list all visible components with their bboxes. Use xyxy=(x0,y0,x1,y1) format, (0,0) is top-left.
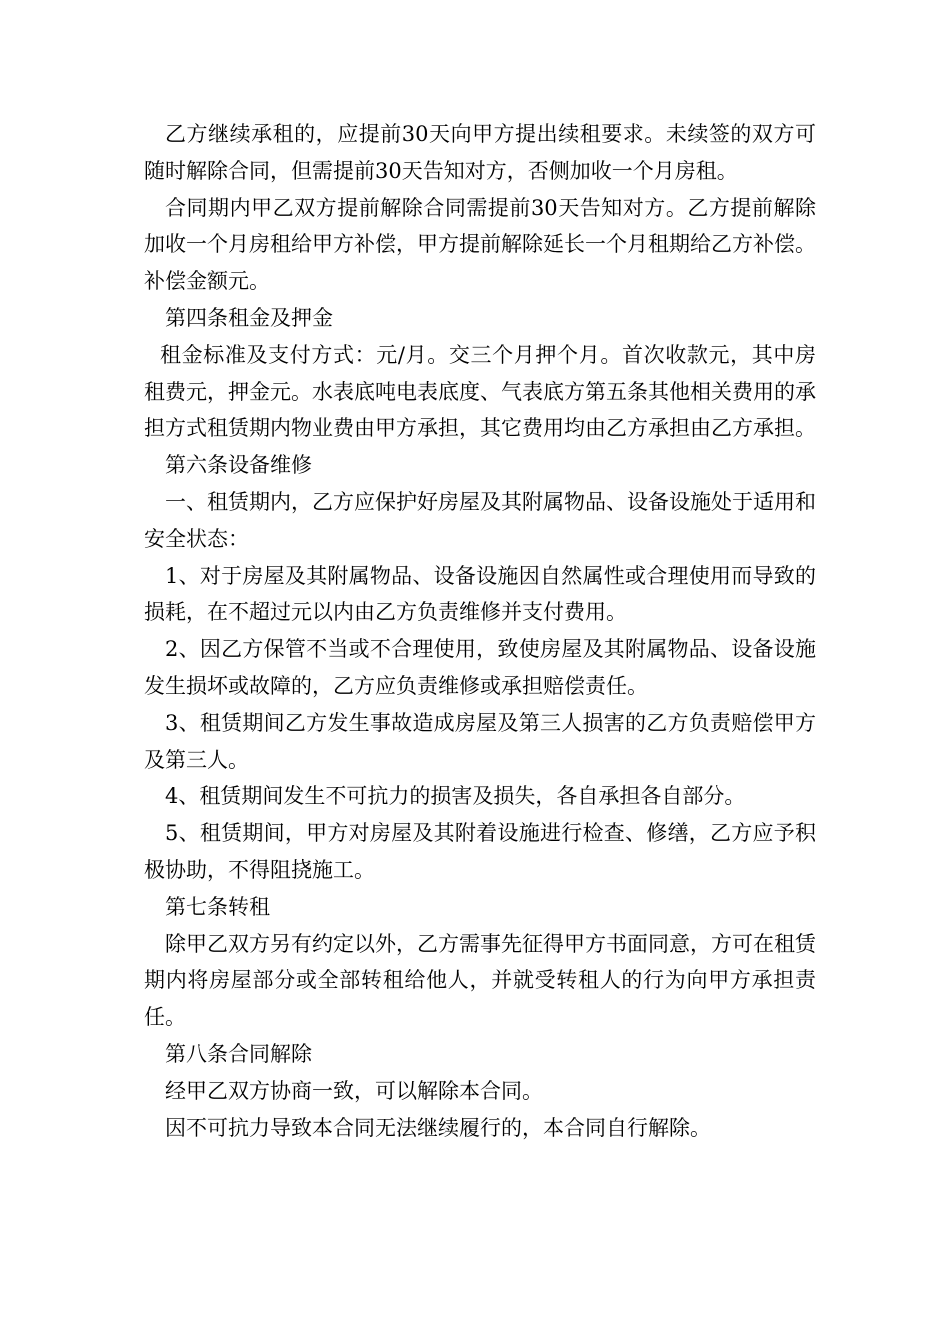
paragraph-early-termination: 合同期内甲乙双方提前解除合同需提前30天告知对方。乙方提前解除加收一个月房租给甲方补偿，甲方提前解除延长一个月租期给乙方补偿。补偿金额元。 xyxy=(144,195,816,294)
list-item-maintenance-5: 5、租赁期间，甲方对房屋及其附着设施进行检查、修缮，乙方应予积极协助，不得阻挠施工。 xyxy=(144,821,816,882)
list-item-maintenance-3: 3、租赁期间乙方发生事故造成房屋及第三人损害的乙方负责赔偿甲方及第三人。 xyxy=(144,710,816,772)
paragraph-renewal: 乙方继续承租的，应提前30天向甲方提出续租要求。未续签的双方可随时解除合同，但需提前30天告知对方，否侧加收一个月房租。 xyxy=(144,122,816,183)
list-item-maintenance-2: 2、因乙方保管不当或不合理使用，致使房屋及其附属物品、设备设施发生损坏或故障的，乙方应负责维修或承担赔偿责任。 xyxy=(144,637,816,698)
heading-article-7: 第七条转租 xyxy=(165,894,270,919)
heading-article-6: 第六条设备维修 xyxy=(165,453,312,478)
heading-article-4: 第四条租金及押金 xyxy=(165,305,333,330)
list-item-maintenance-1: 1、对于房屋及其附属物品、设备设施因自然属性或合理使用而导致的损耗，在不超过元以内由乙方负责维修并支付费用。 xyxy=(144,563,816,625)
heading-article-8: 第八条合同解除 xyxy=(165,1041,312,1066)
paragraph-maintenance-intro: 一、租赁期内，乙方应保护好房屋及其附属物品、设备设施处于适用和安全状态： xyxy=(144,489,816,551)
document-page xyxy=(144,116,816,1146)
paragraph-mutual-termination: 经甲乙双方协商一致，可以解除本合同。 xyxy=(165,1078,543,1103)
list-item-maintenance-4: 4、租赁期间发生不可抗力的损害及损失，各自承担各自部分。 xyxy=(165,784,746,809)
paragraph-sublease: 除甲乙双方另有约定以外，乙方需事先征得甲方书面同意，方可在租赁期内将房屋部分或全部转租给他人，并就受转租人的行为向甲方承担责任。 xyxy=(144,931,816,1030)
paragraph-force-majeure: 因不可抗力导致本合同无法继续履行的，本合同自行解除。 xyxy=(165,1115,711,1140)
paragraph-rent-deposit: 租金标准及支付方式：元/月。交三个月押个月。首次收款元，其中房租费元，押金元。水表底吨电表底度、气表底方第五条其他相关费用的承担方式租赁期内物业费由甲方承担，其它费用均由乙方承担由乙方承担。 xyxy=(144,342,816,441)
